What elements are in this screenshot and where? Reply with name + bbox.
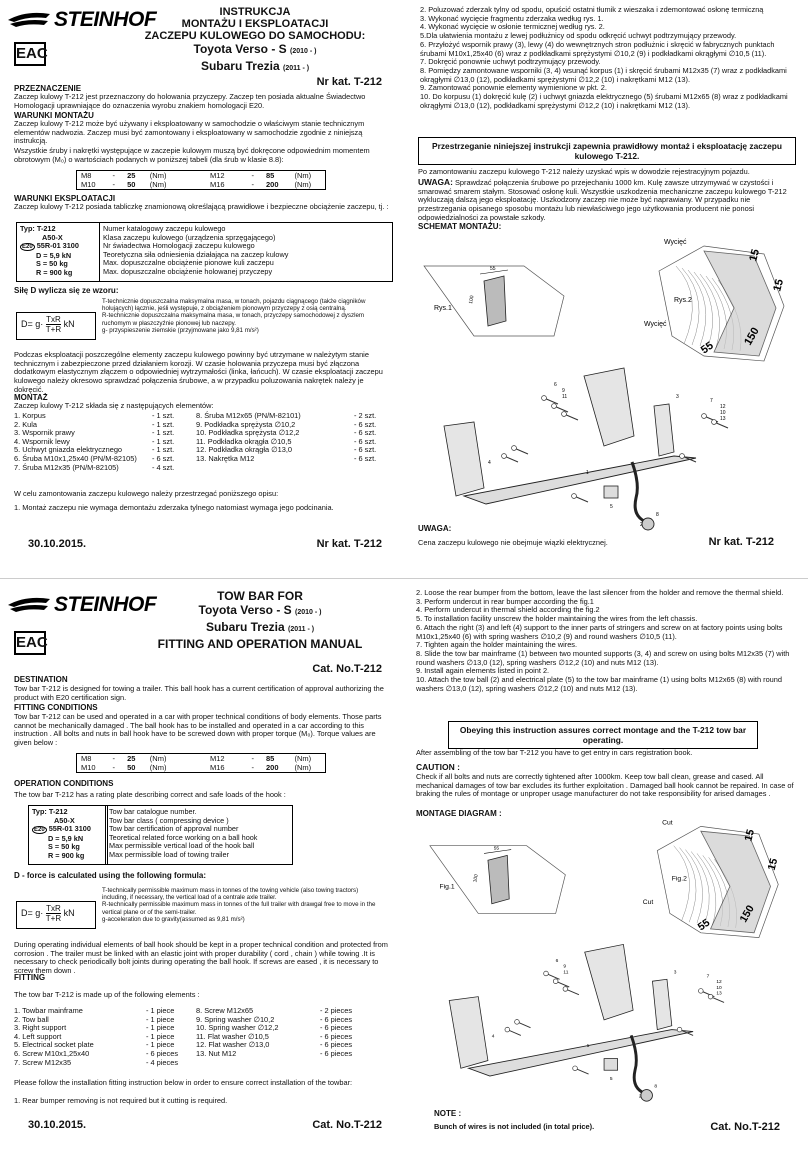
part-callout-10: 10: [720, 410, 726, 416]
part-callout-8: 8: [656, 512, 659, 518]
section-destination: PRZEZNACZENIE: [14, 84, 82, 93]
part-callout-4: 4: [491, 1034, 495, 1040]
right-support: [585, 944, 633, 1019]
part-qty: - 6 pieces: [320, 1048, 353, 1058]
caution-text: Check if all bolts and nuts are correctly tightened after 1000km. Keep tow ball clean, grease and cased. All mechanical damages of tow bar excludes its further exploitation . Damaged ball hook cannot be repaired. In case of braking the rules of montage or unproper usage manufacturer do not take responsibility for arised damages .: [416, 772, 794, 799]
part-callout-3: 3: [676, 394, 679, 400]
part-callout-5: 5: [609, 1076, 613, 1082]
dimension-55-small: 55: [490, 266, 496, 272]
montage-diagram: [404, 226, 808, 536]
part-qty: - 2 pieces: [320, 1006, 353, 1015]
part-qty: - 4 pieces: [146, 1057, 179, 1067]
heat-shield-cut-area: [701, 831, 771, 933]
cut-label-bottom: Wycięć: [644, 321, 667, 328]
catalog-number: Nr kat. T-212: [316, 76, 382, 88]
washer: [502, 454, 507, 459]
washer: [702, 414, 707, 419]
force-formula: D= g· TxR T+R kN: [16, 312, 96, 340]
install-step: 10. Do korpusu (1) dokręcić kulę (2) i uchwyt gniazda elektrycznego (5) śrubami M12x65 (8) wraz z podkładkami okrągłymi ∅13,0 (12), podkładkami sprężystymi ∅12,2 (10) i nakrętkami M12 (13).: [420, 92, 788, 110]
diagram-heading: SCHEMAT MONTAŻU:: [418, 222, 502, 231]
section-operation: WARUNKI EKSPLOATACJI: [14, 194, 116, 203]
destination-text: Tow bar T-212 is designed for towing a trailer. This ball hook has a current certification of approval authorizing the product with E20 certification sign.: [14, 684, 384, 702]
fitting-intro: The tow bar T-212 is made up of the following elements :: [14, 990, 200, 999]
washer: [512, 446, 517, 451]
install-step: 2. Poluzować zderzak tylny od spodu, opuścić ostatni tłumik z wieszaka i zdemontować osłonę termiczną: [420, 5, 764, 14]
part-callout-1: 1: [586, 1044, 590, 1049]
washer: [505, 1027, 510, 1032]
install-step: 2. Loose the rear bumper from the bottom, leave the last silencer from the holder and remove the thermal shield.: [416, 588, 784, 597]
torque-table: [76, 753, 326, 773]
part-name: 11. Flat washer ∅10,5: [196, 1031, 269, 1041]
install-intro: Please follow the installation fitting instruction below in order to ensure correct installation of the towbar:: [14, 1078, 353, 1087]
part-name: 7. Screw M12x35: [14, 1057, 72, 1067]
date: 30.10.2015.: [28, 538, 87, 550]
part-name: 5. Electrical socket plate: [14, 1040, 94, 1050]
montage-diagram: [404, 807, 808, 1107]
electrical-socket-plate: [604, 1059, 618, 1071]
mount-text-1: Zaczep kulowy T-212 może być używany i eksploatowany w samochodzie o właściwym stanie technicznym elementów nadwozia. Zaczep musi być zamontowany i eksploatowany w samochodzie zgodnie z niniejszą instrukcją.: [14, 119, 365, 146]
part-qty: - 6 szt.: [152, 453, 175, 463]
part-qty: - 1 szt.: [152, 436, 175, 446]
part-name: 2. Kula: [14, 419, 38, 429]
cut-label-top: Cut: [662, 819, 673, 827]
catalog-number-footer: Nr kat. T-212: [316, 538, 382, 550]
bumper-cut-area: [484, 276, 506, 326]
car-line-1: Toyota Verso - S (2010 - ): [198, 603, 322, 617]
dimension-15-a: 15: [747, 247, 763, 263]
part-callout-13: 13: [720, 416, 726, 422]
torque-row: M10 - 50 (Nm) M16 - 200 (Nm): [81, 180, 312, 189]
washer: [552, 404, 557, 409]
polish-left-column: [0, 0, 404, 578]
caution-heading: CAUTION :: [416, 762, 460, 772]
install-step: 6. Przyłożyć wspornik prawy (3), lewy (4) do wewnętrznych stron podłużnic i skręcić w fabrycznych punktach śrubami M10x1,25x40 (6) wraz z podkładkami sprężystymi ∅10,2 (9) i podkładkami okrągłymi ∅10,5 (11).: [420, 39, 775, 58]
section-operation: OPERATION CONDITIONS: [14, 779, 114, 788]
part-callout-1: 1: [586, 470, 589, 476]
install-step: 10. Attach the tow ball (2) and electrical plate (5) to the tow bar mainframe (1) using bolts M12x65 (8) with round washers ∅13,0 (12), spring washers ∅12,2 (10) and nuts M12 (13).: [416, 675, 783, 693]
polish-page: [0, 0, 808, 578]
operation-text: Zaczep kulowy T-212 posiada tabliczkę znamionową określającą prawidłowe i bezpieczne obciążenie zaczepu, tj. :: [14, 202, 389, 211]
torque-row: M8 - 25 (Nm) M12 - 85 (Nm): [81, 171, 312, 180]
washer: [712, 420, 717, 425]
left-support: [449, 997, 488, 1069]
part-qty: - 6 pieces: [146, 1048, 179, 1058]
heat-shield-rib: [671, 846, 690, 921]
part-callout-10: 10: [716, 985, 722, 991]
part-item: [196, 455, 396, 464]
part-callout-11: 11: [562, 394, 568, 400]
section-montage: MONTAŻ: [14, 393, 48, 402]
washer: [544, 971, 549, 976]
part-callout-11: 11: [563, 970, 569, 976]
english-right-column: [404, 579, 808, 1157]
washer: [542, 396, 547, 401]
part-callout-12: 12: [716, 980, 722, 986]
install-step: 6. Attach the right (3) and left (4) support to the inner parts of stringers and screw on at factory points using bolts M10x1,25x40 (6) with spring washers ∅10,2 (9) and round washers ∅10,5 (11).: [416, 622, 783, 641]
catalog-number-footer: Cat. No.T-212: [312, 1119, 382, 1131]
part-name: 8. Screw M12x65: [196, 1006, 254, 1015]
caution-text: UWAGA: Sprawdzać połączenia śrubowe po przejechaniu 1000 km. Kulę zawsze utrzymywać w czystości i smarować smarem stałym. Stosować osłonę kuli. Wszystkie uszkodzenia mechaniczne zaczepu kulowego T-212 wykluczają dalszą jego eksploatację. Uszkodzony zaczep nie może być naprawiany. W przypadku nie przestrzegania opisanego sposobu montażu lub niewłaściwego jego użytkowania producent nie ponosi odpowiedzialności za powstałe szkody.: [418, 177, 787, 222]
part-name: 10. Podkładka sprężysta ∅12,2: [196, 428, 300, 438]
cut-label-top: Wycięć: [664, 239, 687, 246]
part-name: 9. Podkładka sprężysta ∅10,2: [196, 419, 296, 429]
date: 30.10.2015.: [28, 1119, 87, 1131]
title-block: [120, 589, 400, 651]
figure-2-label: Rys.2: [674, 297, 692, 304]
part-name: 11. Podkładka okrągła ∅10,5: [196, 436, 292, 446]
install-step: 9. Install again elements listed in point 2.: [416, 666, 550, 676]
part-name: 6. Śruba M10x1,25x40 (PN/M-82105): [14, 453, 137, 463]
left-support: [444, 422, 484, 496]
install-step: 4. Wykonać wycięcie w osłonie termicznej według rys. 2.: [420, 22, 605, 32]
part-callout-3: 3: [673, 970, 677, 976]
steinhof-swoosh-icon: [6, 593, 52, 615]
install-step: 5.Dla ułatwienia montażu z lewej podłużnicy od spodu odkręcić uchwyt podtrzymujący przewody.: [420, 31, 737, 41]
heat-shield-rib: [676, 266, 692, 344]
part-callout-7: 7: [706, 974, 710, 980]
part-qty: - 1 piece: [146, 1023, 175, 1033]
install-step: 8. Slide the tow bar mainframe (1) between two mounted supports (3, 4) and screw on using bolts M12x35 (7) with round washers ∅13,0 (12), spring washers ∅12,2 (10) and nuts M12 (13).: [416, 648, 790, 667]
part-callout-12: 12: [720, 404, 726, 410]
part-name: 12. Flat washer ∅13,0: [196, 1040, 270, 1050]
install-step: 4. Perform undercut in thermal shield according the fig.2: [416, 605, 600, 615]
washer: [572, 494, 577, 499]
heat-shield-rib: [680, 848, 696, 923]
install-step: 7. Dokręcić ponownie uchwyt podtrzymujący przewody.: [420, 57, 601, 67]
torque-row: M10 - 50 (Nm) M16 - 200 (Nm): [81, 763, 312, 772]
note-text: Bunch of wires is not included (in total price).: [434, 1122, 595, 1131]
section-destination: DESTINATION: [14, 675, 68, 684]
steinhof-logo: [6, 593, 157, 620]
fitting-text: Tow bar T-212 can be used and operated in a car with proper technical conditions of body elements. Those parts cannot be mechanically damaged . The ball hook has to be installed and operated in a car according to this instruction . All bolts and nuts in ball hook have to be screwed down with proper torque (M₀). Torque values are given below :: [14, 712, 382, 748]
part-qty: - 6 szt.: [354, 445, 377, 455]
part-name: 7. Śruba M12x35 (PN/M-82105): [14, 462, 119, 472]
force-formula-heading: D - force is calculated using the following formula:: [14, 871, 207, 880]
heat-shield-rib: [685, 850, 702, 924]
title-line-2: FITTING AND OPERATION MANUAL: [157, 637, 363, 651]
part-item: [14, 1059, 194, 1068]
towbar-mainframe: [469, 1030, 694, 1076]
part-callout-8: 8: [654, 1084, 658, 1090]
part-name: 8. Śruba M12x65 (PN/M-82101): [196, 411, 301, 420]
part-item: [196, 1050, 371, 1059]
part-qty: - 6 szt.: [354, 428, 377, 438]
steinhof-logo: [6, 8, 157, 35]
part-qty: - 6 pieces: [320, 1040, 353, 1050]
part-qty: - 4 szt.: [152, 462, 175, 472]
part-name: 2. Tow ball: [14, 1014, 49, 1024]
english-left-column: [0, 579, 404, 1157]
install-step: 8. Pomiędzy zamontowane wsporniki (3, 4) wsunąć korpus (1) i skręcić śrubami M12x35 (7) wraz z podkładkami okrągłymi ∅13,0 (12), podkładkami sprężystymi ∅12,2 (10) i nakrętkami M12 (13).: [420, 65, 787, 84]
washer: [515, 1020, 520, 1025]
eac-mark: EAC: [14, 42, 46, 66]
install-step: 3. Perform undercut in rear bumper according the fig.1: [416, 596, 594, 606]
install-step: 3. Wykonać wycięcie fragmentu zderzaka według rys. 1.: [420, 13, 604, 23]
mount-text-2: Wszystkie śruby i nakrętki występujące w zaczepie kulowym muszą być dokręcone odpowiednim momentem obrotowym (M₀) o wartościach podanych w poniższej tabeli (dla śrub w klasie 8.8):: [14, 146, 370, 164]
part-name: 1. Korpus: [14, 411, 46, 420]
washer: [708, 994, 713, 999]
part-qty: - 6 szt.: [354, 419, 377, 429]
dimension-55-small: 55: [493, 846, 500, 852]
washer: [573, 1066, 578, 1071]
tow-ball-neck: [631, 1035, 645, 1093]
torque-table: [76, 170, 326, 190]
rating-plate: Typ: T-212 A50-X E20 55R-01 3100 D = 5,9 kN S = 50 kg R = 900 kg: [28, 805, 108, 865]
note-heading: NOTE :: [434, 1109, 462, 1118]
figure-2-label: Fig.2: [671, 875, 687, 883]
part-name: 9. Spring washer ∅10,2: [196, 1014, 275, 1024]
install-steps: [420, 6, 798, 110]
part-qty: - 1 piece: [146, 1006, 175, 1015]
dimension-150: 150: [737, 903, 757, 925]
rating-plate-description: Numer katalogowy zaczepu kulowego Klasa zaczepu kulowego (urządzenia sprzęgającego) Nr świadectwa Homologacji zaczepu kulowego Teoretyczna siła odniesienia działająca na zaczep kulowy Max. dopuszczalne obciążenie pionowe kuli zaczepu Max. dopuszczalne obciążenie holowanej przyczepy: [99, 222, 393, 282]
catalog-number-footer-right: Cat. No.T-212: [710, 1121, 780, 1133]
note-heading: UWAGA:: [418, 524, 452, 533]
install-steps: [416, 589, 798, 693]
catalog-number: Cat. No.T-212: [312, 663, 382, 675]
section-fitting-conditions: FITTING CONDITIONS: [14, 703, 98, 712]
montage-text: Zaczep kulowy T-212 składa się z następujących elementów:: [14, 401, 214, 410]
rating-plate: Typ: T-212 A50-X E20 55R-01 3100 D = 5,9 kN S = 50 kg R = 900 kg: [16, 222, 100, 282]
parts-list-right: [196, 412, 396, 464]
part-name: 12. Podkładka okrągła ∅13,0: [196, 445, 293, 455]
part-qty: - 2 szt.: [354, 411, 377, 420]
part-callout-2: 2: [640, 522, 643, 528]
part-name: 13. Nakrętka M12: [196, 453, 255, 463]
install-step: 9. Zamontować ponownie elementy wymienione w pkt. 2.: [420, 83, 607, 93]
washer: [677, 1027, 682, 1032]
force-formula-heading: Siłę D wylicza się ze wzoru:: [14, 286, 119, 295]
part-qty: - 1 szt.: [152, 411, 175, 420]
part-qty: - 6 szt.: [354, 453, 377, 463]
car-line-1: Toyota Verso - S (2010 - ): [193, 42, 317, 56]
part-callout-2: 2: [638, 1094, 642, 1100]
operation-text: The tow bar T-212 has a rating plate describing correct and safe loads of the hook :: [14, 790, 286, 799]
part-qty: - 1 piece: [146, 1014, 175, 1024]
section-fitting: FITTING: [14, 973, 46, 982]
heat-shield-cut-area: [704, 251, 776, 356]
warning-box: Obeying this instruction assures correct montage and the T-212 tow bar operating.: [448, 721, 758, 749]
e20-mark: E20: [22, 244, 33, 251]
dimension-55: 55: [695, 916, 713, 934]
formula-notes: T-technicznie dopuszczalna maksymalna masa, w tonach, pojazdu ciągnącego (także ciągników holujących) łącznie, jeśli występuje, z obciążeniem pionowym przyczepy z osią centralną. R-technicznie dopuszczalna maksymalna masa, w tonach, przyczepy samochodowej z dyszlem ruchomym w płaszczyźnie pionowej lub naczepy. g- przyspieszenie ziemskie (przyjmowane jako 9,81 m/s²): [102, 298, 366, 334]
figure-1-label: Fig.1: [439, 883, 455, 891]
right-bracket-plate: [652, 979, 671, 1029]
bumper-cut-area: [488, 855, 509, 903]
part-qty: - 1 piece: [146, 1040, 175, 1050]
rating-plate-description: Tow bar catalogue number. Tow bar class ( compressing device ) Tow bar certification of approval number Teoretical related force working on a ball hook Max permissible vertical load of the hook ball Max permissible load of towing trailer: [105, 805, 293, 865]
washer: [562, 412, 567, 417]
part-name: 4. Wspornik lewy: [14, 436, 70, 446]
dimension-55: 55: [698, 339, 716, 357]
part-qty: - 6 pieces: [320, 1014, 353, 1024]
warning-box: Przestrzeganie niniejszej instrukcji zapewnia prawidłowy montaż i eksploatację zaczepu kulowego T-212.: [418, 137, 796, 165]
operation-text-2: Podczas eksploatacji poszczególne elementy zaczepu kulowego powinny być utrzymane w należytym stanie technicznym i zabezpieczone przed działaniem korozji. W czasie holowania przyczepa musi być złączona dodatkowym elastycznym złączem o odpowiedniej wytrzymałości (linka, łańcuch). W czasie eksploatacji zaczepu kulowego należy okresowo sprawdzać połączenia śrubowe, a w przypadku poluzowania nakrętek należy je dokręcić.: [14, 350, 383, 394]
part-qty: - 1 szt.: [152, 428, 175, 438]
right-support: [584, 368, 634, 446]
destination-text: Zaczep kulowy T-212 jest przeznaczony do holowania przyczepy. Zaczep ten posiada aktualne Świadectwo Homologacji uprawniające do oznaczenia wyrobu znakiem homologacji E20.: [14, 92, 366, 110]
heat-shield-rib: [688, 270, 706, 346]
force-formula: D= g· TxR T+R kN: [16, 901, 96, 929]
dimension-15-a: 15: [742, 828, 758, 843]
brand-name: STEINHOF: [54, 593, 157, 616]
formula-notes: T-technically permissible maximum mass in tonnes of the towing vehicle (also towing tractors) including, if necessary, the vertical load of a centrale axle trailer. R-technically permissible maximum mass in tonnes of the full trailer with drawgal free to move in the vertical plane or of the semi-trailer. g-acceleration due to gravity(assumed as 9,81 m/s²): [102, 887, 376, 923]
part-name: 3. Right support: [14, 1023, 67, 1033]
brand-name: STEINHOF: [54, 8, 157, 31]
part-callout-4: 4: [488, 460, 491, 466]
title-line-1: INSTRUKCJA: [219, 6, 291, 18]
part-name: 10. Spring washer ∅12,2: [196, 1023, 279, 1033]
part-qty: - 1 szt.: [152, 445, 175, 455]
electrical-socket-plate: [604, 486, 618, 498]
part-qty: - 1 szt.: [152, 419, 175, 429]
dimension-15-b: 15: [771, 277, 787, 293]
eac-mark: EAC: [14, 631, 46, 655]
tow-ball: [642, 518, 654, 530]
washer: [680, 454, 685, 459]
washer: [563, 987, 568, 992]
note-text: Cena zaczepu kulowego nie obejmuje wiązki elektrycznej.: [418, 538, 608, 547]
part-callout-13: 13: [716, 991, 722, 997]
polish-right-column: [404, 0, 808, 578]
cut-label-bottom: Cut: [642, 898, 654, 906]
section-mount-conditions: WARUNKI MONTAŻU: [14, 111, 94, 120]
part-name: 13. Nut M12: [196, 1048, 237, 1058]
parts-list-left: [14, 412, 194, 472]
install-step-1: 1. Montaż zaczepu nie wymaga demontażu zderzaka tylnego natomiast wymaga jego podcinania.: [14, 503, 334, 512]
part-qty: - 6 pieces: [320, 1023, 353, 1033]
part-name: 4. Left support: [14, 1031, 62, 1041]
part-name: 6. Screw M10x1,25x40: [14, 1048, 90, 1058]
car-line-2: Subaru Trezia (2011 - ): [205, 620, 315, 634]
title-block: [110, 6, 400, 76]
heat-shield-rib: [682, 268, 699, 345]
title-line-2: MONTAŻU I EKSPLOATACJI: [181, 18, 329, 30]
part-callout-5: 5: [610, 504, 613, 510]
dimension-100: 100: [473, 874, 480, 883]
steinhof-swoosh-icon: [6, 8, 52, 30]
tow-ball-neck: [632, 462, 646, 522]
towbar-mainframe: [464, 456, 696, 504]
install-step-1: 1. Rear bumper removing is not required but it cutting is required.: [14, 1096, 228, 1105]
part-name: 3. Wspornik prawy: [14, 428, 75, 438]
figure-1-label: Rys.1: [434, 305, 452, 312]
part-name: 1. Towbar mainframe: [14, 1006, 83, 1015]
part-callout-6: 6: [555, 958, 559, 964]
parts-list-right: [196, 1007, 371, 1059]
part-name: 5. Uchwyt gniazda elektrycznego: [14, 445, 123, 455]
part-qty: - 6 szt.: [354, 436, 377, 446]
install-step: 7. Tighten again the holder maintaining the wires.: [416, 640, 578, 650]
operation-text-2: During operating individual elements of ball hook should be kept in a proper technical condition and protected from corrosion . The trailer must be linked with an elastic joint with proper durability ( cord , chain ) while towing .It is necessary to check periodically bolt joints during operating the ball hook. If screws are eased , it is necessary to screw them down .: [14, 940, 388, 976]
registration-text: After assembling of the tow bar T-212 you have to get entry in cars registration book.: [416, 748, 693, 757]
part-callout-9: 9: [562, 388, 565, 394]
part-qty: - 1 piece: [146, 1031, 175, 1041]
english-page: [0, 579, 808, 1157]
install-intro: W celu zamontowania zaczepu kulowego należy przestrzegać poniższego opisu:: [14, 489, 279, 498]
part-callout-9: 9: [563, 964, 567, 970]
torque-row: M8 - 25 (Nm) M12 - 85 (Nm): [81, 754, 312, 763]
install-step: 5. To installation facility unscrew the holder maintaining the wires from the left chassis.: [416, 614, 698, 624]
washer: [553, 979, 558, 984]
right-bracket-plate: [654, 404, 674, 456]
dimension-100: 100: [468, 295, 476, 305]
title-line-1: TOW BAR FOR: [217, 589, 303, 603]
diagram-heading: MONTAGE DIAGRAM :: [416, 809, 502, 818]
part-callout-7: 7: [710, 398, 713, 404]
parts-list-left: [14, 1007, 194, 1067]
part-item: [14, 464, 194, 473]
part-qty: - 6 pieces: [320, 1031, 353, 1041]
tow-ball: [638, 1090, 653, 1102]
washer: [699, 989, 704, 994]
registration-text: Po zamontowaniu zaczepu kulowego T-212 należy uzyskać wpis w dowodzie rejestracyjnym pojazdu.: [418, 167, 750, 176]
car-line-2: Subaru Trezia (2011 - ): [200, 59, 310, 73]
e20-mark: E20: [34, 827, 45, 834]
dimension-15-b: 15: [765, 857, 781, 872]
title-line-3: ZACZEPU KULOWEGO DO SAMOCHODU:: [144, 30, 366, 42]
catalog-number-footer-right: Nr kat. T-212: [708, 536, 774, 548]
part-callout-6: 6: [554, 382, 557, 388]
dimension-150: 150: [742, 325, 762, 348]
